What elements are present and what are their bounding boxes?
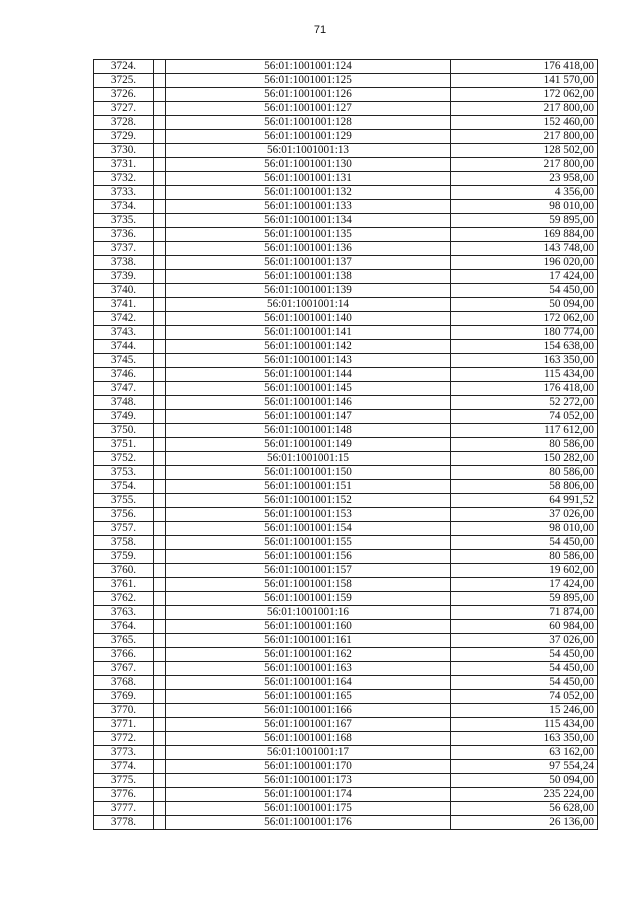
table-row [94, 60, 598, 74]
spacer-cell [154, 662, 166, 676]
cadastral-number-cell: 56:01:1001001:130 [166, 158, 451, 172]
row-number-cell: 3775. [94, 774, 154, 788]
cadastral-value-cell: 172 062,00 [451, 312, 598, 326]
cadastral-number-cell: 56:01:1001001:147 [166, 410, 451, 424]
table-row [94, 368, 598, 382]
cadastral-value-cell: 54 450,00 [451, 284, 598, 298]
table-row [94, 298, 598, 312]
table-row [94, 718, 598, 732]
cadastral-value-cell: 15 246,00 [451, 704, 598, 718]
row-number-cell: 3746. [94, 368, 154, 382]
cadastral-value-cell: 152 460,00 [451, 116, 598, 130]
row-number-cell: 3756. [94, 508, 154, 522]
table-row [94, 536, 598, 550]
row-number-cell: 3774. [94, 760, 154, 774]
table-row [94, 242, 598, 256]
row-number-cell: 3726. [94, 88, 154, 102]
spacer-cell [154, 690, 166, 704]
cadastral-number-cell: 56:01:1001001:157 [166, 564, 451, 578]
cadastral-number-cell: 56:01:1001001:154 [166, 522, 451, 536]
cadastral-number-cell: 56:01:1001001:144 [166, 368, 451, 382]
table-row [94, 382, 598, 396]
cadastral-number-cell: 56:01:1001001:151 [166, 480, 451, 494]
cadastral-value-cell: 4 356,00 [451, 186, 598, 200]
cadastral-number-cell: 56:01:1001001:139 [166, 284, 451, 298]
row-number-cell: 3754. [94, 480, 154, 494]
cadastral-value-cell: 54 450,00 [451, 536, 598, 550]
table-row [94, 452, 598, 466]
table-row [94, 648, 598, 662]
row-number-cell: 3764. [94, 620, 154, 634]
table-row [94, 676, 598, 690]
row-number-cell: 3759. [94, 550, 154, 564]
cadastral-value-cell: 128 502,00 [451, 144, 598, 158]
cadastral-number-cell: 56:01:1001001:135 [166, 228, 451, 242]
cadastral-number-cell: 56:01:1001001:126 [166, 88, 451, 102]
row-number-cell: 3768. [94, 676, 154, 690]
row-number-cell: 3745. [94, 354, 154, 368]
cadastral-number-cell: 56:01:1001001:128 [166, 116, 451, 130]
spacer-cell [154, 144, 166, 158]
cadastral-value-cell: 52 272,00 [451, 396, 598, 410]
spacer-cell [154, 214, 166, 228]
cadastral-number-cell: 56:01:1001001:16 [166, 606, 451, 620]
table-row [94, 158, 598, 172]
table-row [94, 634, 598, 648]
spacer-cell [154, 368, 166, 382]
row-number-cell: 3739. [94, 270, 154, 284]
row-number-cell: 3767. [94, 662, 154, 676]
spacer-cell [154, 816, 166, 830]
spacer-cell [154, 396, 166, 410]
cadastral-value-cell: 37 026,00 [451, 508, 598, 522]
spacer-cell [154, 564, 166, 578]
cadastral-value-cell: 217 800,00 [451, 130, 598, 144]
row-number-cell: 3770. [94, 704, 154, 718]
row-number-cell: 3765. [94, 634, 154, 648]
cadastral-number-cell: 56:01:1001001:166 [166, 704, 451, 718]
cadastral-number-cell: 56:01:1001001:141 [166, 326, 451, 340]
cadastral-value-cell: 80 586,00 [451, 466, 598, 480]
cadastral-number-cell: 56:01:1001001:134 [166, 214, 451, 228]
spacer-cell [154, 536, 166, 550]
cadastral-number-cell: 56:01:1001001:153 [166, 508, 451, 522]
cadastral-value-cell: 98 010,00 [451, 200, 598, 214]
spacer-cell [154, 676, 166, 690]
cadastral-number-cell: 56:01:1001001:148 [166, 424, 451, 438]
cadastral-number-cell: 56:01:1001001:13 [166, 144, 451, 158]
table-row [94, 774, 598, 788]
spacer-cell [154, 102, 166, 116]
spacer-cell [154, 270, 166, 284]
spacer-cell [154, 158, 166, 172]
row-number-cell: 3737. [94, 242, 154, 256]
table-row [94, 354, 598, 368]
cadastral-value-cell: 176 418,00 [451, 382, 598, 396]
spacer-cell [154, 172, 166, 186]
cadastral-number-cell: 56:01:1001001:161 [166, 634, 451, 648]
cadastral-value-cell: 54 450,00 [451, 662, 598, 676]
cadastral-value-cell: 80 586,00 [451, 550, 598, 564]
cadastral-number-cell: 56:01:1001001:176 [166, 816, 451, 830]
cadastral-number-cell: 56:01:1001001:170 [166, 760, 451, 774]
row-number-cell: 3758. [94, 536, 154, 550]
table-row [94, 312, 598, 326]
spacer-cell [154, 452, 166, 466]
cadastral-value-cell: 115 434,00 [451, 368, 598, 382]
row-number-cell: 3732. [94, 172, 154, 186]
spacer-cell [154, 550, 166, 564]
cadastral-number-cell: 56:01:1001001:124 [166, 60, 451, 74]
row-number-cell: 3760. [94, 564, 154, 578]
cadastral-number-cell: 56:01:1001001:156 [166, 550, 451, 564]
cadastral-value-cell: 26 136,00 [451, 816, 598, 830]
cadastral-number-cell: 56:01:1001001:125 [166, 74, 451, 88]
row-number-cell: 3740. [94, 284, 154, 298]
cadastral-number-cell: 56:01:1001001:160 [166, 620, 451, 634]
spacer-cell [154, 410, 166, 424]
spacer-cell [154, 774, 166, 788]
cadastral-number-cell: 56:01:1001001:140 [166, 312, 451, 326]
table-body [94, 60, 598, 830]
cadastral-value-cell: 74 052,00 [451, 690, 598, 704]
cadastral-value-cell: 141 570,00 [451, 74, 598, 88]
spacer-cell [154, 592, 166, 606]
cadastral-number-cell: 56:01:1001001:159 [166, 592, 451, 606]
cadastral-number-cell: 56:01:1001001:138 [166, 270, 451, 284]
cadastral-value-cell: 17 424,00 [451, 270, 598, 284]
cadastral-value-cell: 98 010,00 [451, 522, 598, 536]
cadastral-number-cell: 56:01:1001001:167 [166, 718, 451, 732]
table-row [94, 578, 598, 592]
spacer-cell [154, 312, 166, 326]
spacer-cell [154, 634, 166, 648]
row-number-cell: 3762. [94, 592, 154, 606]
spacer-cell [154, 354, 166, 368]
cadastral-number-cell: 56:01:1001001:145 [166, 382, 451, 396]
table-row [94, 788, 598, 802]
table-row [94, 396, 598, 410]
row-number-cell: 3725. [94, 74, 154, 88]
spacer-cell [154, 494, 166, 508]
cadastral-value-cell: 71 874,00 [451, 606, 598, 620]
page-number: 71 [313, 24, 327, 36]
spacer-cell [154, 284, 166, 298]
spacer-cell [154, 88, 166, 102]
cadastral-value-cell: 56 628,00 [451, 802, 598, 816]
table-row [94, 550, 598, 564]
table-row [94, 116, 598, 130]
spacer-cell [154, 746, 166, 760]
spacer-cell [154, 130, 166, 144]
table-row [94, 424, 598, 438]
table-row [94, 270, 598, 284]
table-row [94, 144, 598, 158]
cadastral-value-cell: 97 554,24 [451, 760, 598, 774]
spacer-cell [154, 466, 166, 480]
cadastral-value-cell: 23 958,00 [451, 172, 598, 186]
cadastral-value-cell: 115 434,00 [451, 718, 598, 732]
row-number-cell: 3748. [94, 396, 154, 410]
cadastral-number-cell: 56:01:1001001:143 [166, 354, 451, 368]
row-number-cell: 3778. [94, 816, 154, 830]
cadastral-number-cell: 56:01:1001001:155 [166, 536, 451, 550]
spacer-cell [154, 200, 166, 214]
row-number-cell: 3730. [94, 144, 154, 158]
row-number-cell: 3766. [94, 648, 154, 662]
row-number-cell: 3749. [94, 410, 154, 424]
row-number-cell: 3729. [94, 130, 154, 144]
spacer-cell [154, 186, 166, 200]
cadastral-value-cell: 19 602,00 [451, 564, 598, 578]
table-row [94, 522, 598, 536]
row-number-cell: 3744. [94, 340, 154, 354]
row-number-cell: 3757. [94, 522, 154, 536]
row-number-cell: 3738. [94, 256, 154, 270]
table-row [94, 564, 598, 578]
cadastral-number-cell: 56:01:1001001:132 [166, 186, 451, 200]
cadastral-value-cell: 172 062,00 [451, 88, 598, 102]
spacer-cell [154, 788, 166, 802]
row-number-cell: 3776. [94, 788, 154, 802]
spacer-cell [154, 298, 166, 312]
spacer-cell [154, 648, 166, 662]
row-number-cell: 3752. [94, 452, 154, 466]
cadastral-number-cell: 56:01:1001001:162 [166, 648, 451, 662]
table-row [94, 88, 598, 102]
row-number-cell: 3727. [94, 102, 154, 116]
table-row [94, 592, 598, 606]
cadastral-value-cell: 217 800,00 [451, 158, 598, 172]
cadastral-value-cell: 37 026,00 [451, 634, 598, 648]
cadastral-value-cell: 50 094,00 [451, 774, 598, 788]
cadastral-number-cell: 56:01:1001001:146 [166, 396, 451, 410]
table-row [94, 410, 598, 424]
table-row [94, 480, 598, 494]
spacer-cell [154, 340, 166, 354]
cadastral-number-cell: 56:01:1001001:165 [166, 690, 451, 704]
cadastral-value-cell: 63 162,00 [451, 746, 598, 760]
row-number-cell: 3751. [94, 438, 154, 452]
cadastral-value-cell: 64 991,52 [451, 494, 598, 508]
cadastral-value-cell: 54 450,00 [451, 676, 598, 690]
cadastral-number-cell: 56:01:1001001:158 [166, 578, 451, 592]
cadastral-number-cell: 56:01:1001001:129 [166, 130, 451, 144]
table-row [94, 746, 598, 760]
table-row [94, 620, 598, 634]
spacer-cell [154, 424, 166, 438]
row-number-cell: 3741. [94, 298, 154, 312]
spacer-cell [154, 704, 166, 718]
cadastral-value-cell: 59 895,00 [451, 214, 598, 228]
cadastral-value-cell: 17 424,00 [451, 578, 598, 592]
cadastral-value-cell: 235 224,00 [451, 788, 598, 802]
table-row [94, 704, 598, 718]
spacer-cell [154, 578, 166, 592]
cadastral-number-cell: 56:01:1001001:164 [166, 676, 451, 690]
row-number-cell: 3742. [94, 312, 154, 326]
table-row [94, 466, 598, 480]
cadastral-value-cell: 74 052,00 [451, 410, 598, 424]
table-row [94, 438, 598, 452]
spacer-cell [154, 620, 166, 634]
row-number-cell: 3750. [94, 424, 154, 438]
spacer-cell [154, 116, 166, 130]
table-row [94, 760, 598, 774]
table-row [94, 214, 598, 228]
spacer-cell [154, 256, 166, 270]
cadastral-number-cell: 56:01:1001001:15 [166, 452, 451, 466]
row-number-cell: 3753. [94, 466, 154, 480]
table-row [94, 732, 598, 746]
table-row [94, 508, 598, 522]
table-row [94, 494, 598, 508]
row-number-cell: 3763. [94, 606, 154, 620]
table-row [94, 172, 598, 186]
cadastral-number-cell: 56:01:1001001:152 [166, 494, 451, 508]
row-number-cell: 3771. [94, 718, 154, 732]
cadastral-value-cell: 58 806,00 [451, 480, 598, 494]
cadastral-value-cell: 150 282,00 [451, 452, 598, 466]
row-number-cell: 3733. [94, 186, 154, 200]
cadastral-value-cell: 80 586,00 [451, 438, 598, 452]
row-number-cell: 3747. [94, 382, 154, 396]
cadastral-value-cell: 163 350,00 [451, 732, 598, 746]
cadastral-number-cell: 56:01:1001001:17 [166, 746, 451, 760]
spacer-cell [154, 438, 166, 452]
table-row [94, 200, 598, 214]
table-row [94, 802, 598, 816]
table-row [94, 130, 598, 144]
row-number-cell: 3755. [94, 494, 154, 508]
row-number-cell: 3777. [94, 802, 154, 816]
row-number-cell: 3769. [94, 690, 154, 704]
row-number-cell: 3728. [94, 116, 154, 130]
spacer-cell [154, 508, 166, 522]
table-row [94, 74, 598, 88]
cadastral-number-cell: 56:01:1001001:173 [166, 774, 451, 788]
table-row [94, 284, 598, 298]
spacer-cell [154, 382, 166, 396]
row-number-cell: 3743. [94, 326, 154, 340]
cadastral-number-cell: 56:01:1001001:150 [166, 466, 451, 480]
cadastral-number-cell: 56:01:1001001:175 [166, 802, 451, 816]
spacer-cell [154, 718, 166, 732]
cadastral-number-cell: 56:01:1001001:131 [166, 172, 451, 186]
row-number-cell: 3773. [94, 746, 154, 760]
row-number-cell: 3731. [94, 158, 154, 172]
spacer-cell [154, 480, 166, 494]
spacer-cell [154, 242, 166, 256]
spacer-cell [154, 326, 166, 340]
row-number-cell: 3736. [94, 228, 154, 242]
spacer-cell [154, 60, 166, 74]
spacer-cell [154, 802, 166, 816]
cadastral-number-cell: 56:01:1001001:168 [166, 732, 451, 746]
spacer-cell [154, 732, 166, 746]
cadastral-number-cell: 56:01:1001001:163 [166, 662, 451, 676]
table-row [94, 606, 598, 620]
cadastral-number-cell: 56:01:1001001:127 [166, 102, 451, 116]
table-row [94, 662, 598, 676]
table-row [94, 326, 598, 340]
table-row [94, 690, 598, 704]
cadastral-value-cell: 180 774,00 [451, 326, 598, 340]
cadastral-value-cell: 117 612,00 [451, 424, 598, 438]
cadastral-number-cell: 56:01:1001001:174 [166, 788, 451, 802]
row-number-cell: 3772. [94, 732, 154, 746]
row-number-cell: 3734. [94, 200, 154, 214]
cadastral-value-cell: 54 450,00 [451, 648, 598, 662]
row-number-cell: 3761. [94, 578, 154, 592]
table-row [94, 256, 598, 270]
cadastral-number-cell: 56:01:1001001:149 [166, 438, 451, 452]
spacer-cell [154, 74, 166, 88]
cadastral-value-cell: 169 884,00 [451, 228, 598, 242]
cadastral-value-cell: 50 094,00 [451, 298, 598, 312]
cadastral-value-cell: 59 895,00 [451, 592, 598, 606]
cadastral-number-cell: 56:01:1001001:14 [166, 298, 451, 312]
cadastral-number-cell: 56:01:1001001:136 [166, 242, 451, 256]
table-row [94, 228, 598, 242]
spacer-cell [154, 606, 166, 620]
table-row [94, 340, 598, 354]
table-row [94, 186, 598, 200]
cadastral-value-table [93, 59, 598, 830]
table-row [94, 816, 598, 830]
cadastral-value-cell: 154 638,00 [451, 340, 598, 354]
table-row [94, 102, 598, 116]
spacer-cell [154, 522, 166, 536]
spacer-cell [154, 760, 166, 774]
cadastral-value-cell: 163 350,00 [451, 354, 598, 368]
row-number-cell: 3724. [94, 60, 154, 74]
cadastral-value-cell: 217 800,00 [451, 102, 598, 116]
cadastral-number-cell: 56:01:1001001:133 [166, 200, 451, 214]
spacer-cell [154, 228, 166, 242]
cadastral-value-cell: 176 418,00 [451, 60, 598, 74]
row-number-cell: 3735. [94, 214, 154, 228]
cadastral-value-cell: 60 984,00 [451, 620, 598, 634]
cadastral-number-cell: 56:01:1001001:142 [166, 340, 451, 354]
cadastral-value-cell: 196 020,00 [451, 256, 598, 270]
cadastral-number-cell: 56:01:1001001:137 [166, 256, 451, 270]
cadastral-value-cell: 143 748,00 [451, 242, 598, 256]
